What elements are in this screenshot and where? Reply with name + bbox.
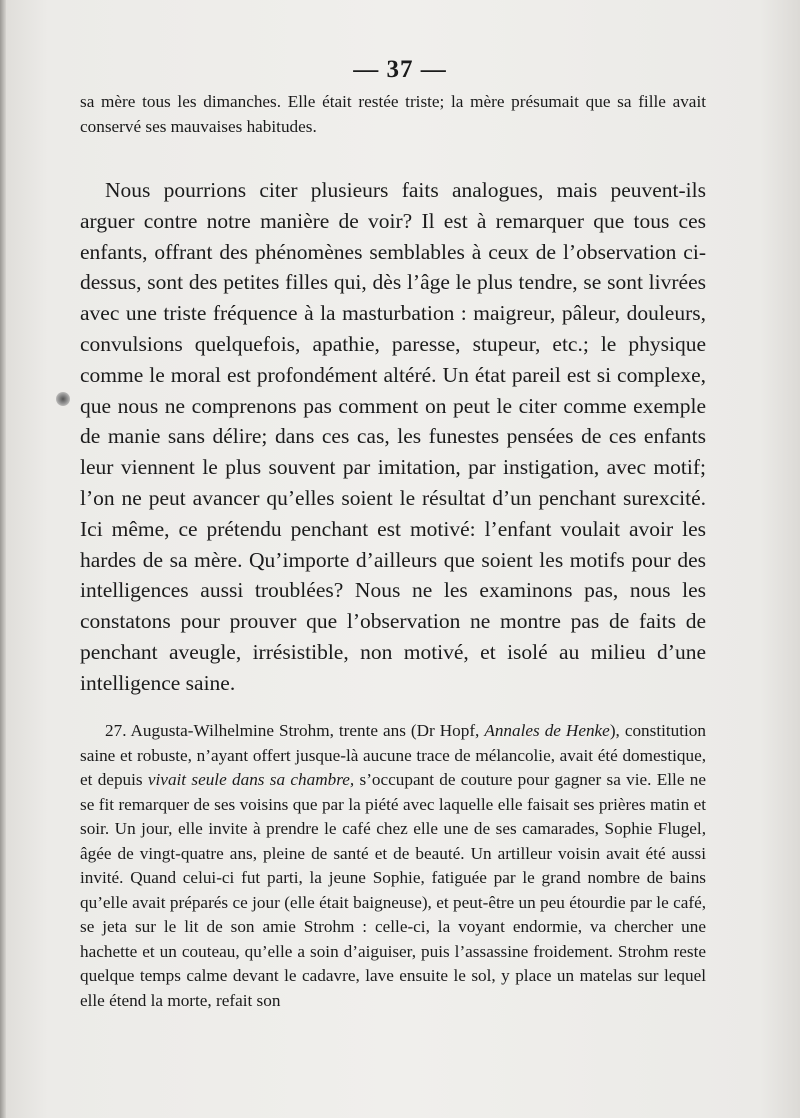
page-spine-shadow [0, 0, 6, 1118]
case-source-title: Annales de Henke [484, 721, 610, 740]
case-27-text [80, 719, 706, 1013]
case-rest: s’occupant de couture pour gagner sa vie. Elle ne se fit remarquer de ses voisins que par la piété avec laquelle elle faisait ses prières matin et soir. Un jour, elle invite à prendre le café chez elle une de ses camarades, Sophie Flugel, âgée de vingt-quatre ans, pleine de santé et de beauté. Un artilleur voisin avait été aussi invité. Quand celui-ci fut parti, la jeune Sophie, fatiguée par le grand nombre de bains qu’elle avait préparés ce jour (elle était baigneuse), et peut-être un peu étourdie par le café, se jeta sur le lit de son amie Strohm : celle-ci, la voyant endormie, va chercher une hachette et un couteau, qu’elle a soin d’aiguiser, puis l’assassine froidement. Strohm reste quelque temps calme devant le cadavre, lave ensuite le sol, y place un matelas sur lequel elle étend la morte, refait son [80, 770, 706, 1010]
case-lead: 27. Augusta-Wilhelmine Strohm, trente ans (Dr Hopf, [105, 721, 485, 740]
continuation-paragraph [80, 90, 706, 139]
case-part2: ), constitution saine et robuste, n’ayant offert jusque-là aucune trace de mélancolie, avait été domestique, et depuis [80, 721, 706, 789]
case-emphasis: vivait seule dans sa chambre, [147, 770, 355, 789]
page-number: — 37 — [353, 56, 447, 83]
commentary-paragraph [80, 175, 706, 699]
case-27-paragraph [80, 719, 706, 1013]
commentary-text: Nous pourrions citer plusieurs faits analogues, mais peuvent-ils arguer contre notre manière de voir? Il est à remarquer que tous ces enfants, offrant des phénomènes semblables à ceux de l’observation ci-dessus, sont des petites filles qui, dès l’âge le plus tendre, se sont livrées avec une triste fréquence à la masturbation : maigreur, pâleur, douleurs, convulsions quelquefois, apathie, paresse, stupeur, etc.; le physique comme le moral est profondément altéré. Un état pareil est si complexe, que nous ne comprenons pas comment on peut le citer comme exemple de manie sans délire; dans ces cas, les funestes pensées de ces enfants leur viennent le plus souvent par imitation, par instigation, avec motif; l’on ne peut avancer qu’elles soient le résultat d’un penchant surexcité. Ici même, ce prétendu penchant est motivé: l’enfant voulait avoir les hardes de sa mère. Qu’importe d’ailleurs que soient les motifs pour des intelligences aussi troublées? Nous ne les examinons pas, nous les constatons pour prouver que l’observation ne montre pas de faits de penchant aveugle, irrésistible, non motivé, et isolé au milieu d’une intelligence saine. [80, 178, 706, 695]
continuation-text: sa mère tous les dimanches. Elle était restée triste; la mère présumait que sa fille avait conservé ses mauvaises habitudes. [80, 92, 706, 136]
ink-spot [56, 392, 70, 406]
